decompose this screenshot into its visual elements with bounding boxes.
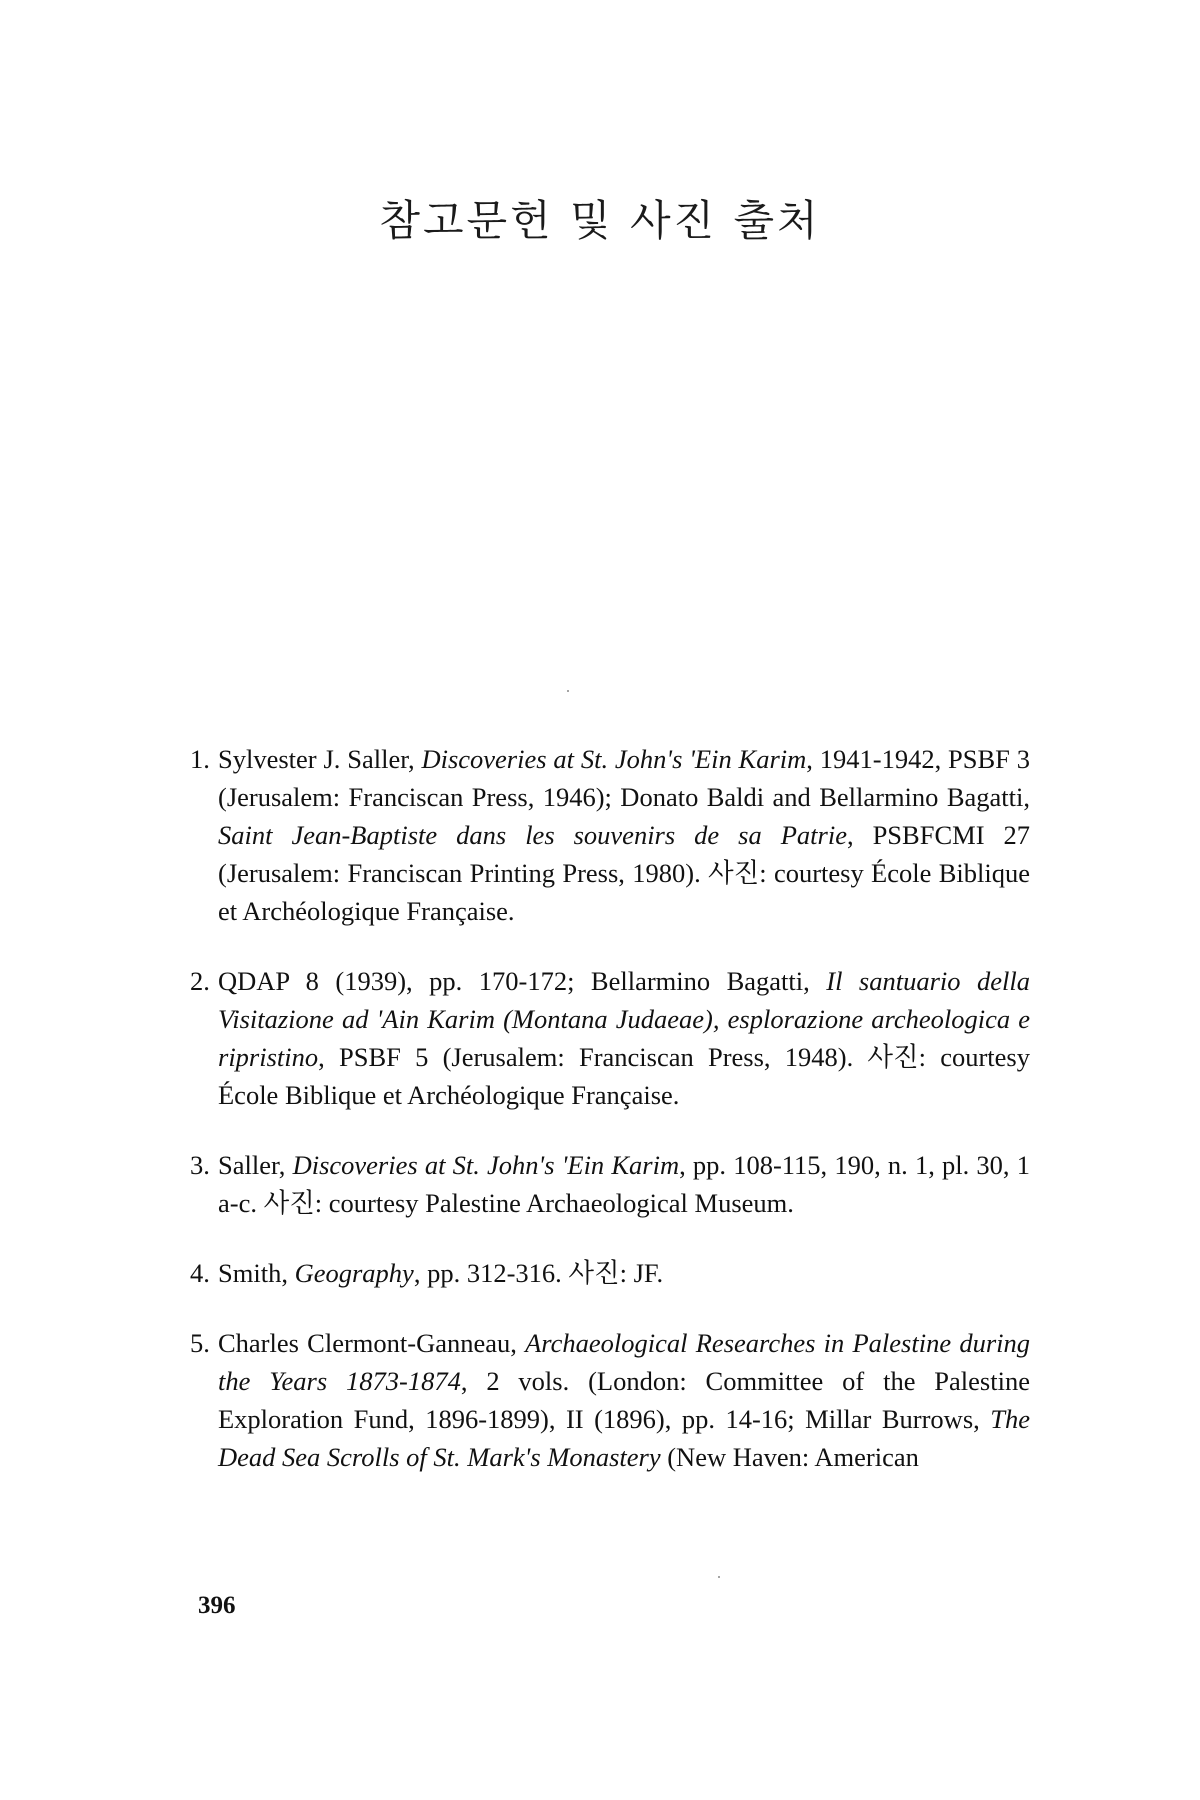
- reference-number: 4.: [190, 1258, 210, 1288]
- reference-list: [190, 740, 1030, 1508]
- reference-text-segment: , PSBF 5 (Jerusalem: Franciscan Press, 1948). 사진: courtesy École Biblique et Archéologique Française.: [218, 1042, 1030, 1110]
- reference-title-italic: Discoveries at St. John's 'Ein Karim: [292, 1150, 680, 1180]
- reference-text-segment: (New Haven: American: [660, 1442, 919, 1472]
- reference-title-italic: Archaeological Researches in Palestine during the Years 1873-1874: [218, 1328, 1031, 1396]
- reference-title-italic: Geography: [294, 1258, 414, 1288]
- reference-text-segment: Charles Clermont-Ganneau,: [218, 1328, 526, 1358]
- reference-text: [218, 962, 1030, 1114]
- page-number: 396: [198, 1592, 236, 1619]
- reference-text: [218, 1324, 1030, 1476]
- reference-number: 1.: [190, 744, 210, 774]
- reference-text-segment: Sylvester J. Saller,: [218, 744, 422, 774]
- reference-text: [218, 1146, 1030, 1222]
- reference-item: [190, 962, 1030, 1114]
- reference-text-segment: Saller,: [218, 1150, 293, 1180]
- reference-text-segment: , pp. 108-115, 190, n. 1, pl. 30, 1 a-c. 사진: courtesy Palestine Archaeological Museum.: [218, 1150, 1030, 1218]
- scan-speck: [567, 690, 569, 692]
- reference-text-segment: , pp. 312-316. 사진: JF.: [413, 1258, 664, 1288]
- reference-text-segment: , 1941-1942, PSBF 3 (Jerusalem: Franciscan Press, 1946); Donato Baldi and Bellarmino Bagatti,: [218, 744, 1030, 812]
- reference-item: [190, 1254, 1030, 1292]
- reference-number: 2.: [190, 966, 210, 996]
- reference-title-italic: Saint Jean-Baptiste dans les souvenirs de sa Patrie: [218, 820, 847, 850]
- reference-number: 3.: [190, 1150, 210, 1180]
- reference-text-segment: Smith,: [218, 1258, 295, 1288]
- scan-speck: [718, 1576, 720, 1578]
- reference-text-segment: , PSBFCMI 27 (Jerusalem: Franciscan Printing Press, 1980). 사진: courtesy École Biblique et Archéologique Française.: [218, 820, 1030, 926]
- reference-text-segment: , 2 vols. (London: Committee of the Palestine Exploration Fund, 1896-1899), II (1896), pp. 14-16; Millar Burrows,: [218, 1366, 1030, 1434]
- page-title: 참고문헌 및 사진 출처: [379, 196, 821, 245]
- reference-title-italic: Discoveries at St. John's 'Ein Karim: [421, 744, 807, 774]
- reference-item: [190, 1146, 1030, 1222]
- reference-title-italic: Il santuario della Visitazione ad 'Ain Karim (Montana Judaeae), esplorazione archeologica e ripristino: [218, 966, 1031, 1072]
- reference-number: 5.: [190, 1328, 210, 1358]
- reference-title-italic: The Dead Sea Scrolls of St. Mark's Monastery: [218, 1404, 1030, 1472]
- reference-text: [218, 740, 1030, 930]
- reference-text-segment: QDAP 8 (1939), pp. 170-172; Bellarmino Bagatti,: [218, 966, 827, 996]
- reference-text: [218, 1254, 1030, 1292]
- reference-item: [190, 1324, 1030, 1476]
- reference-item: [190, 740, 1030, 930]
